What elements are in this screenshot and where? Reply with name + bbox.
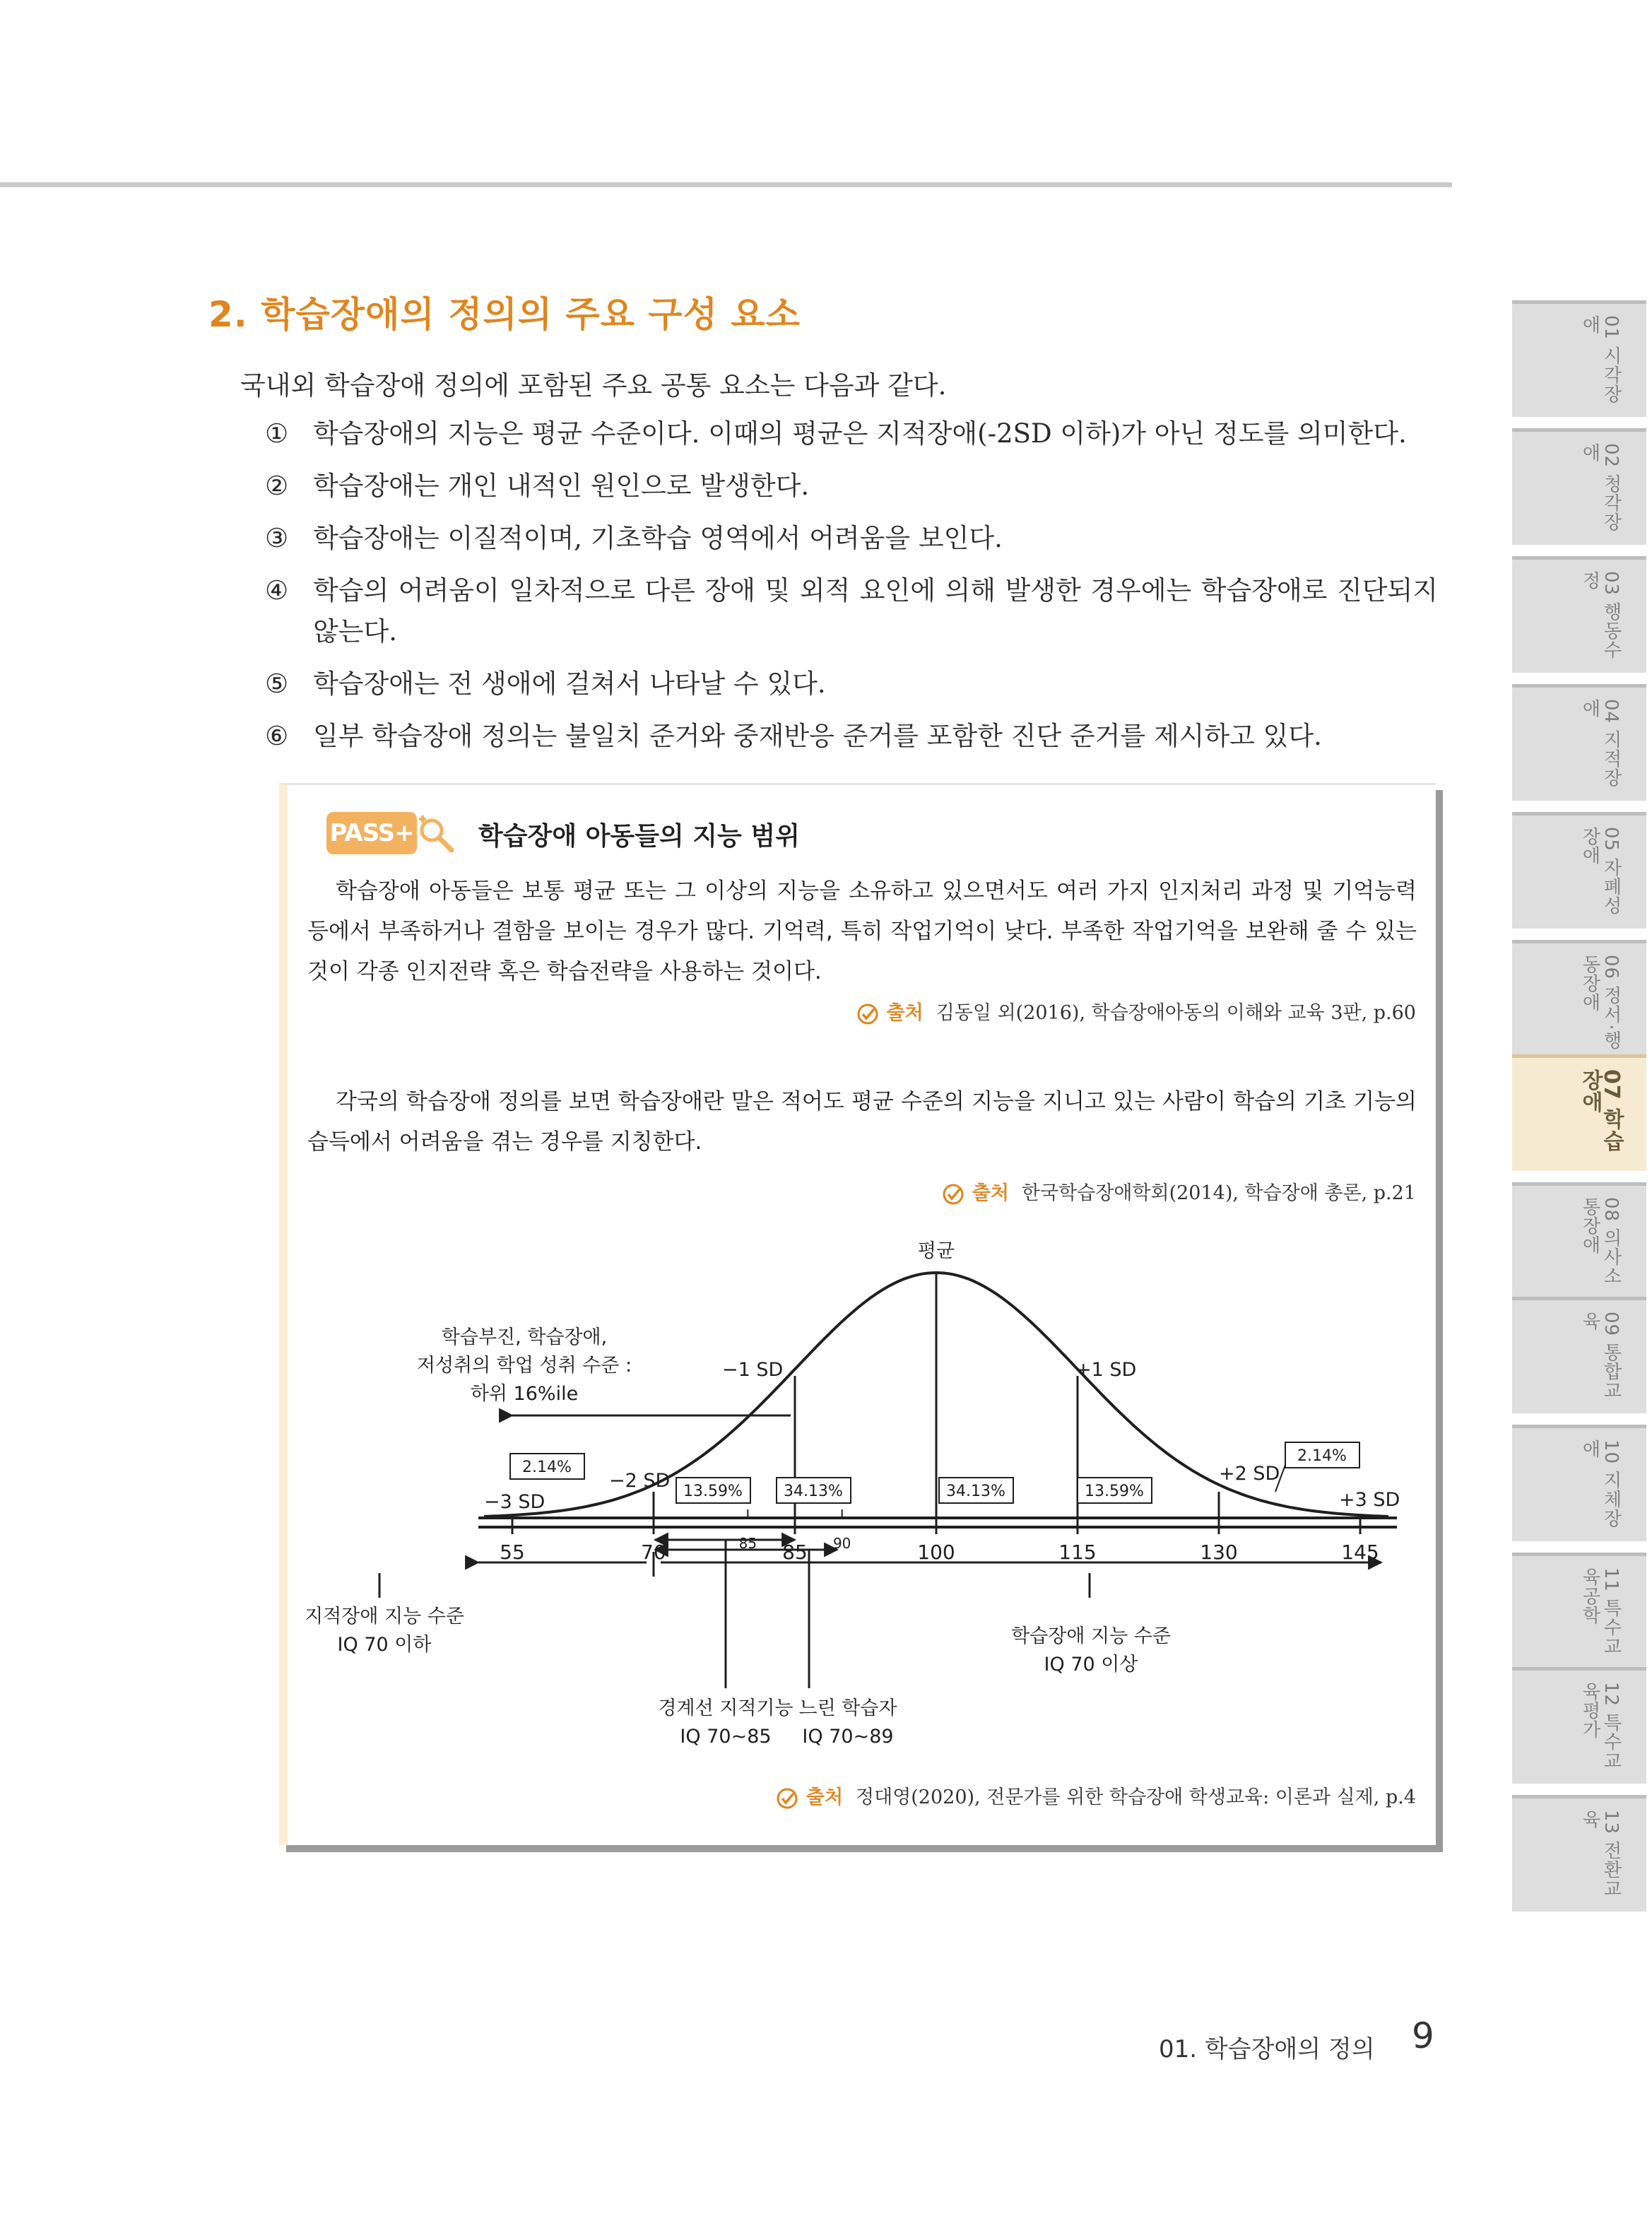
- item-number: ④: [265, 575, 289, 606]
- tab-11[interactable]: [1512, 1553, 1646, 1669]
- minor-tick-label: 90: [832, 1535, 851, 1552]
- sd-label-plus2: +2 SD: [1219, 1463, 1280, 1485]
- axis-tick-label: 55: [500, 1541, 525, 1564]
- tab-label: 12 특수교육평가: [1579, 1682, 1622, 1771]
- tab-13[interactable]: [1512, 1795, 1646, 1912]
- slow-learner-label-line2: IQ 70∼89: [802, 1726, 894, 1748]
- tab-label: 02 청각장애: [1579, 443, 1622, 532]
- section-title: 2. 학습장애의 정의의 주요 구성 요소: [208, 294, 801, 335]
- sd-label-minus1: −1 SD: [722, 1359, 784, 1381]
- tab-03[interactable]: [1512, 556, 1646, 673]
- mean-label: 평균: [917, 1240, 955, 1262]
- axis-tick-label: 100: [917, 1541, 955, 1564]
- tab-07-active[interactable]: [1512, 1054, 1646, 1171]
- tab-label: 11 특수교육공학: [1579, 1567, 1622, 1656]
- tab-01[interactable]: [1512, 300, 1646, 417]
- tab-09[interactable]: [1512, 1297, 1646, 1413]
- tab-06[interactable]: [1512, 940, 1646, 1056]
- minor-tick-label: 85: [738, 1535, 757, 1552]
- tab-label: 13 전환교육: [1579, 1810, 1622, 1899]
- borderline-label-line1: 경계선 지적기능: [658, 1697, 793, 1719]
- sd-label-minus3: −3 SD: [484, 1491, 545, 1513]
- underachiever-line3: 하위 16%ile: [470, 1383, 579, 1405]
- pass-paragraph-2: 각국의 학습장애 정의를 보면 학습장애란 말은 적어도 평균 수준의 지능을 지니고 있는 사람이 학습의 기초 기능의 습득에서 어려움을 겪는 경우를 지칭한다.: [307, 1089, 1417, 1155]
- page-number: 9: [1412, 2015, 1434, 2056]
- item-text: 일부 학습장애 정의는 불일치 준거와 중재반응 준거를 포함한 진단 준거를 제시하고 있다.: [313, 721, 1322, 751]
- bell-curve-diagram: [288, 785, 1436, 1845]
- percent-left1: 34.13%: [784, 1483, 843, 1500]
- tab-label: 04 지적장애: [1579, 699, 1622, 788]
- tab-05[interactable]: [1512, 812, 1646, 929]
- footer-chapter: 01. 학습장애의 정의: [1159, 2035, 1375, 2063]
- percent-far-right: 2.14%: [1297, 1447, 1347, 1465]
- sd-label-plus1: +1 SD: [1075, 1359, 1137, 1381]
- item-number: ⑥: [265, 721, 289, 751]
- tab-label: 05 자폐성장애: [1579, 827, 1622, 916]
- tab-label: 06 정서·행동장애: [1579, 955, 1622, 1050]
- underachiever-line2: 저성취의 학업 성취 수준 :: [416, 1355, 632, 1377]
- tab-label: 07 학습장애: [1578, 1069, 1624, 1153]
- tab-12[interactable]: [1512, 1667, 1646, 1784]
- percent-right1: 34.13%: [946, 1483, 1005, 1500]
- source-label: 출처: [972, 1182, 1009, 1204]
- slow-learner-label-line1: 느린 학습자: [798, 1697, 897, 1719]
- tab-label: 01 시각장애: [1579, 315, 1622, 404]
- item-text: 학습장애는 전 생애에 걸쳐서 나타날 수 있다.: [313, 669, 826, 699]
- source-label: 출처: [886, 1002, 924, 1024]
- list-item: [265, 466, 1438, 507]
- item-number: ②: [265, 471, 289, 501]
- sd-label-plus3: +3 SD: [1339, 1489, 1400, 1511]
- item-text: 학습장애는 이질적이며, 기초학습 영역에서 어려움을 보인다.: [313, 523, 1003, 553]
- pass-badge: PASS+: [326, 812, 417, 854]
- check-icon: [775, 1786, 799, 1810]
- list-item: [265, 413, 1438, 454]
- axis-tick-label: 85: [782, 1541, 808, 1564]
- list-item: [265, 716, 1438, 757]
- item-text: 학습장애는 개인 내적인 원인으로 발생한다.: [313, 471, 810, 501]
- axis-tick-label: 145: [1341, 1541, 1379, 1564]
- list-item: [265, 518, 1438, 559]
- id-label-line1: 지적장애 지능 수준: [305, 1606, 464, 1627]
- list-item: [265, 570, 1438, 652]
- pass-plus-box: [279, 783, 1436, 1845]
- underachiever-line1: 학습부진, 학습장애,: [441, 1326, 608, 1348]
- tab-label: 03 행동수정: [1579, 571, 1622, 660]
- item-text: 학습장애의 지능은 평균 수준이다. 이때의 평균은 지적장애(-2SD 이하)가 아닌 정도를 의미한다.: [313, 418, 1407, 449]
- borderline-label-line2: IQ 70∼85: [680, 1726, 772, 1748]
- tab-label: 08 의사소통장애: [1579, 1197, 1622, 1286]
- axis-tick-label: 130: [1200, 1541, 1238, 1564]
- item-number: ①: [265, 418, 289, 449]
- item-text: 학습의 어려움이 일차적으로 다른 장애 및 외적 요인에 의해 발생한 경우에는 학습장애로 진단되지 않는다.: [313, 575, 1438, 647]
- ld-label-line2: IQ 70 이상: [1044, 1654, 1138, 1676]
- pass-title: 학습장애 아동들의 지능 범위: [478, 822, 800, 851]
- ld-label-line1: 학습장애 지능 수준: [1011, 1625, 1171, 1647]
- source-text: 김동일 외(2016), 학습장애아동의 이해와 교육 3판, p.60: [936, 1002, 1416, 1024]
- item-number: ⑤: [265, 669, 289, 699]
- tab-10[interactable]: [1512, 1425, 1646, 1541]
- axis-tick-label: 115: [1058, 1541, 1097, 1564]
- source-text: 한국학습장애학회(2014), 학습장애 총론, p.21: [1021, 1182, 1416, 1204]
- percent-right2: 13.59%: [1085, 1483, 1144, 1500]
- source-text: 정대영(2020), 전문가를 위한 학습장애 학생교육: 이론과 실제, p.4: [856, 1786, 1416, 1808]
- list-item: [265, 664, 1438, 705]
- top-rule: [0, 182, 1452, 187]
- element-list: [265, 413, 1438, 768]
- pass-paragraph-1: 학습장애 아동들은 보통 평균 또는 그 이상의 지능을 소유하고 있으면서도 여러 가지 인지처리 과정 및 기억능력 등에서 부족하거나 결함을 보이는 경우가 많다. 기억력, 특히 작업기억이 낮다. 부족한 작업기억을 보완해 줄 수 있는 것이 각종 인지전략 혹은 학습전략을 사용하는 것이다.: [307, 878, 1417, 984]
- tab-04[interactable]: [1512, 684, 1646, 801]
- percent-far-left: 2.14%: [522, 1459, 572, 1476]
- percent-left2: 13.59%: [683, 1483, 743, 1500]
- source-label: 출처: [806, 1786, 844, 1808]
- tab-02[interactable]: [1512, 428, 1646, 545]
- tab-08[interactable]: [1512, 1182, 1646, 1299]
- source-citation-3: [775, 1782, 1416, 1810]
- sd-label-minus2: −2 SD: [609, 1470, 671, 1492]
- tab-label: 09 통합교육: [1579, 1312, 1622, 1401]
- item-number: ③: [265, 523, 289, 553]
- id-label-line2: IQ 70 이하: [337, 1634, 432, 1656]
- axis-tick-label: 70: [641, 1541, 666, 1564]
- intro-text: 국내외 학습장애 정의에 포함된 주요 공통 요소는 다음과 같다.: [240, 370, 947, 401]
- tab-label: 10 지체장애: [1579, 1439, 1622, 1529]
